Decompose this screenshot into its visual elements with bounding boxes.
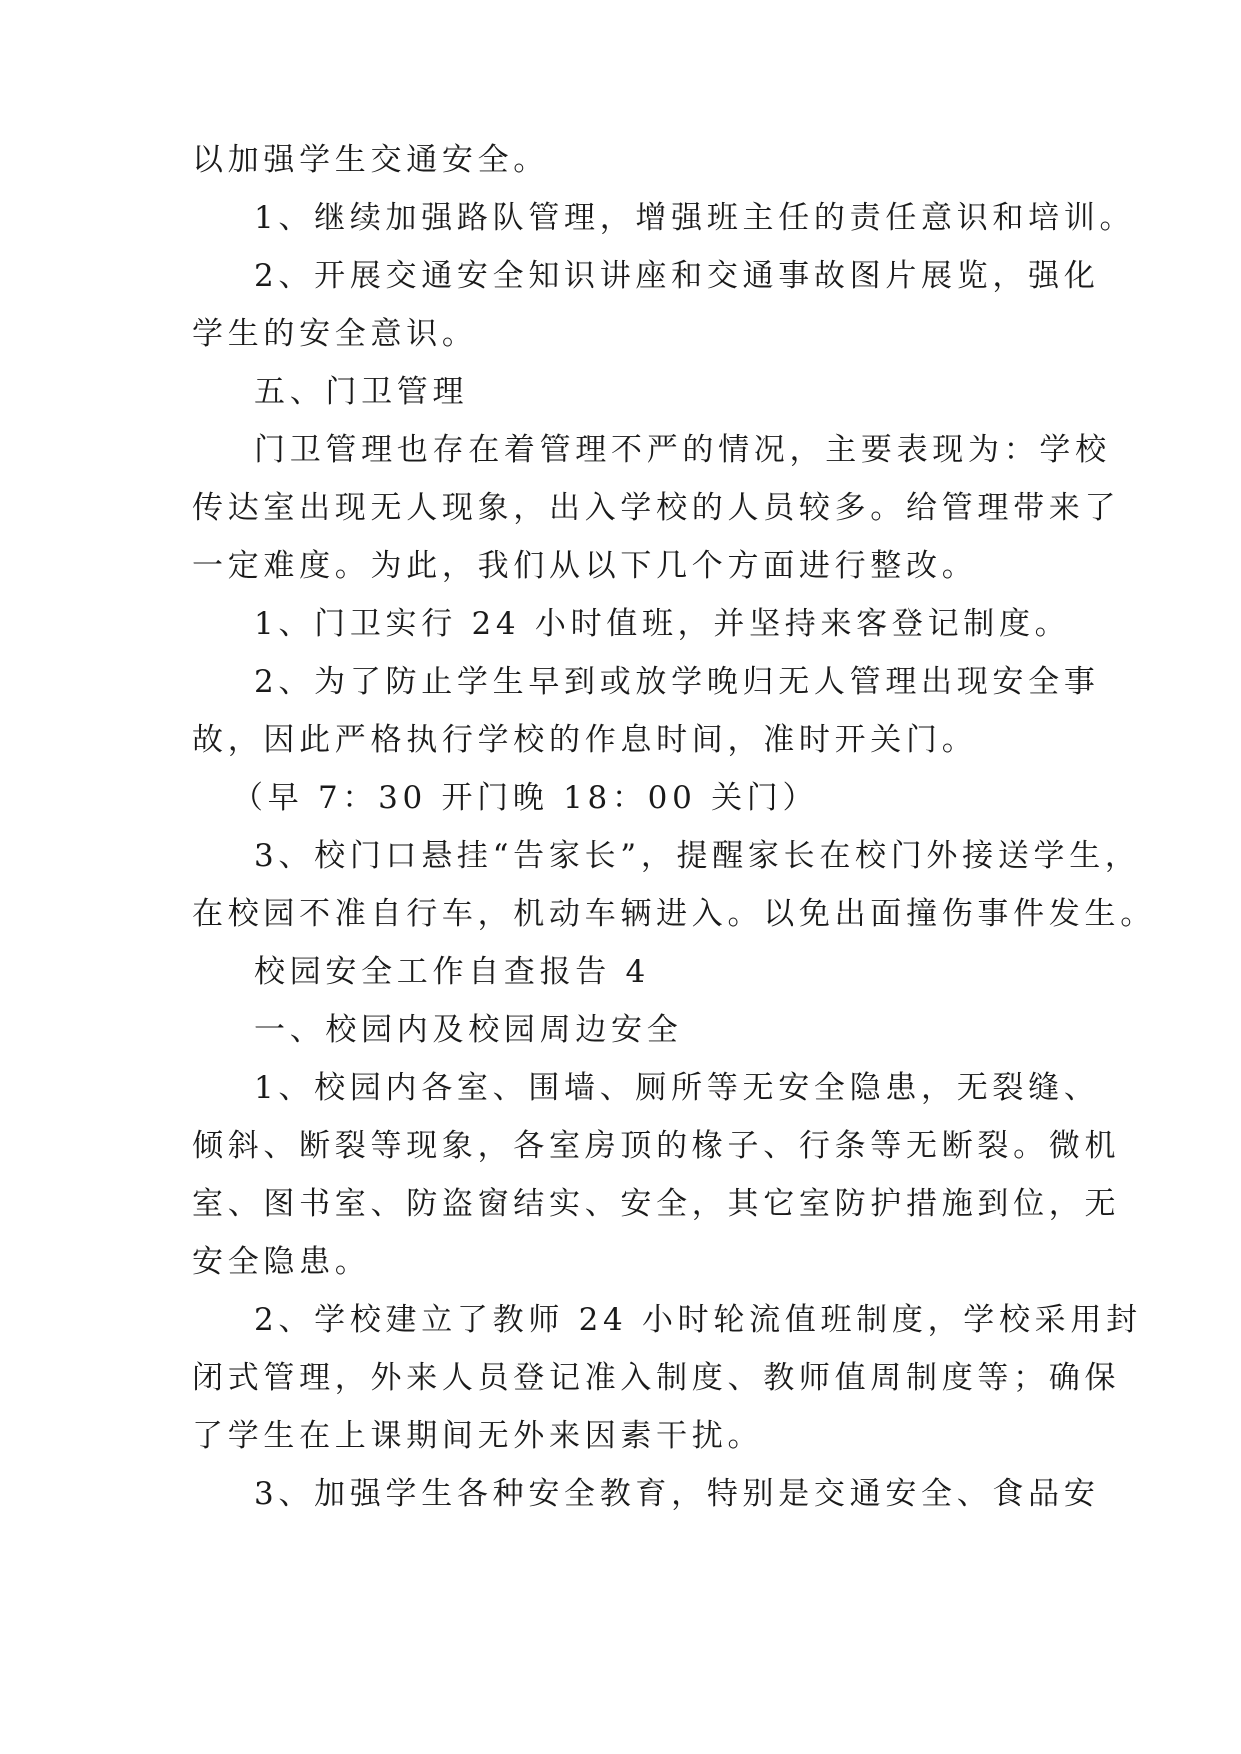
section-heading: 一、校园内及校园周边安全: [254, 1012, 683, 1048]
text-line: （早 7：30 开门晚 18：00 关门）: [232, 780, 819, 816]
text-line: 在校园不准自行车，机动车辆进入。以免出面撞伤事件发生。: [192, 896, 1156, 932]
section-heading: 五、门卫管理: [254, 374, 469, 410]
text-line: 3、加强学生各种安全教育，特别是交通安全、食品安: [254, 1476, 1100, 1512]
text-line: 了学生在上课期间无外来因素干扰。: [192, 1418, 764, 1454]
text-line: 1、校园内各室、围墙、厕所等无安全隐患，无裂缝、: [254, 1070, 1100, 1106]
text-line: 2、为了防止学生早到或放学晚归无人管理出现安全事: [254, 664, 1100, 700]
text-line: 故，因此严格执行学校的作息时间，准时开关门。: [192, 722, 978, 758]
text-line: 一定难度。为此，我们从以下几个方面进行整改。: [192, 548, 978, 584]
text-line: 室、图书室、防盗窗结实、安全，其它室防护措施到位，无: [192, 1186, 1121, 1222]
text-line: 闭式管理，外来人员登记准入制度、教师值周制度等；确保: [192, 1360, 1121, 1396]
text-line: 1、门卫实行 24 小时值班，并坚持来客登记制度。: [254, 606, 1071, 642]
text-line: 安全隐患。: [192, 1244, 371, 1280]
text-line: 门卫管理也存在着管理不严的情况，主要表现为：学校: [254, 432, 1111, 468]
text-line: 2、开展交通安全知识讲座和交通事故图片展览，强化: [254, 258, 1100, 294]
text-line: 学生的安全意识。: [192, 316, 478, 352]
text-line: 3、校门口悬挂“告家长”，提醒家长在校门外接送学生，: [254, 838, 1141, 874]
text-line: 以加强学生交通安全。: [192, 142, 549, 178]
text-line: 倾斜、断裂等现象，各室房顶的椽子、行条等无断裂。微机: [192, 1128, 1121, 1164]
text-line: 2、学校建立了教师 24 小时轮流值班制度，学校采用封: [254, 1302, 1142, 1338]
text-line: 传达室出现无人现象，出入学校的人员较多。给管理带来了: [192, 490, 1121, 526]
report-title: 校园安全工作自查报告 4: [254, 954, 650, 990]
text-line: 1、继续加强路队管理，增强班主任的责任意识和培训。: [254, 200, 1136, 236]
